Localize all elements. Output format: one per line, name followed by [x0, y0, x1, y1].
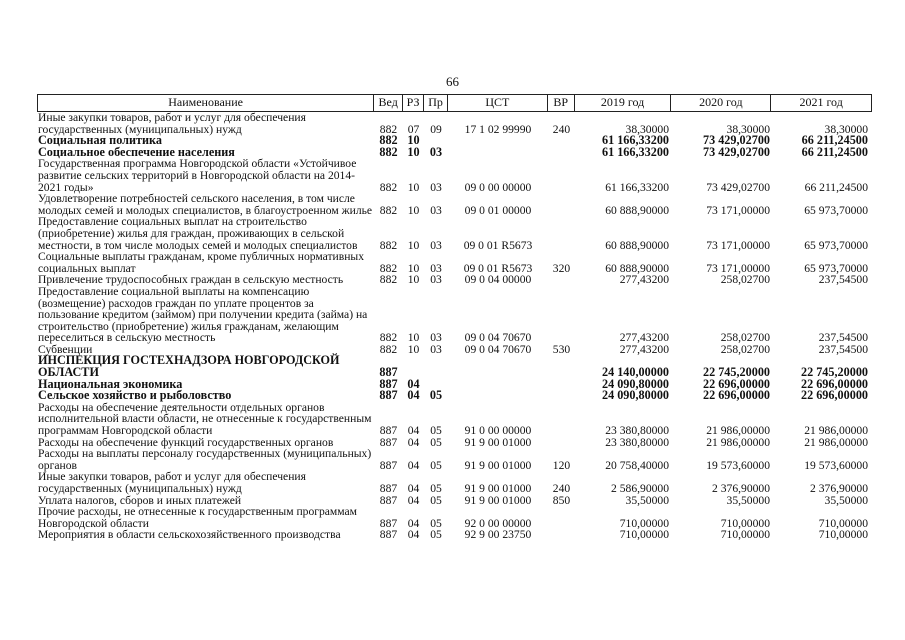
- row-2021: 66 211,24500: [801, 144, 868, 159]
- row-vr: 240: [552, 122, 571, 136]
- row-2019: 24 140,00000: [601, 365, 669, 380]
- row-pr: 05: [430, 482, 442, 495]
- row-cst: 91 9 00 01000: [464, 458, 532, 472]
- table-row: [37, 529, 872, 541]
- row-pr: 03: [430, 342, 442, 356]
- row-2019: 61 166,33200: [601, 133, 669, 148]
- row-cst: 09 0 04 70670: [464, 331, 532, 345]
- row-ved: 882: [379, 122, 398, 136]
- row-2021: 237,54500: [818, 331, 868, 345]
- row-2020: 73 171,00000: [706, 203, 770, 217]
- row-rz: 04: [407, 458, 420, 472]
- row-2019: 2 586,90000: [611, 482, 669, 495]
- row-pr: 09: [430, 122, 442, 136]
- row-name: Предоставление социальной выплаты на компенсацию (возмещение) расходов граждан по уплате процентов за пользование кредитом (займом) при получении кредита (займа) на строительство (приобретение) жилья гражданам, желающим переселиться в сельскую местность: [38, 284, 368, 345]
- row-2020: 22 696,00000: [702, 376, 770, 391]
- row-ved: 882: [379, 133, 398, 148]
- row-ved: 882: [379, 238, 398, 252]
- row-rz: 07: [407, 122, 420, 136]
- row-2019: 710,00000: [619, 516, 669, 530]
- row-rz: 10: [407, 261, 420, 275]
- header-ved: Вед: [374, 95, 403, 111]
- row-cst: 91 9 00 01000: [464, 493, 532, 507]
- row-2021: 710,00000: [818, 528, 868, 542]
- row-2020: 19 573,60000: [706, 458, 770, 472]
- header-vr: ВР: [548, 95, 575, 111]
- row-rz: 04: [407, 528, 420, 542]
- row-2019: 61 166,33200: [605, 180, 669, 194]
- table-header: [37, 94, 872, 112]
- row-2021: 21 986,00000: [804, 435, 868, 449]
- row-cst: 91 9 00 01000: [464, 482, 532, 495]
- row-cst: 09 0 01 00000: [464, 203, 532, 217]
- row-pr: 03: [430, 180, 442, 194]
- row-2021: 66 211,24500: [804, 180, 868, 194]
- row-rz: 04: [407, 482, 420, 495]
- row-ved: 882: [379, 331, 398, 345]
- row-2019: 277,43200: [619, 273, 669, 287]
- header-2019: 2019 год: [575, 95, 672, 111]
- row-vr: 530: [552, 342, 571, 356]
- table-row: [37, 506, 872, 529]
- row-2019: 60 888,90000: [605, 203, 669, 217]
- header-name: Наименование: [38, 95, 374, 111]
- row-rz: 04: [407, 376, 420, 391]
- row-2021: 237,54500: [818, 342, 868, 356]
- row-pr: 05: [430, 424, 442, 438]
- row-2021: 19 573,60000: [804, 458, 868, 472]
- row-pr: 05: [429, 388, 443, 403]
- row-2019: 23 380,80000: [605, 435, 669, 449]
- table-row: [37, 193, 872, 216]
- row-cst: 17 1 02 99990: [464, 122, 532, 136]
- row-ved: 882: [379, 180, 398, 194]
- row-2020: 710,00000: [720, 516, 770, 530]
- row-rz: 04: [407, 424, 420, 438]
- row-name: Расходы на обеспечение деятельности отдельных органов исполнительной власти области, не отнесенные к государственным программам Новгородской области: [38, 400, 372, 438]
- row-cst: 09 0 00 00000: [464, 180, 532, 194]
- row-name: Уплата налогов, сборов и иных платежей: [38, 493, 242, 507]
- header-2020: 2020 год: [671, 95, 771, 111]
- row-pr: 05: [430, 458, 442, 472]
- row-name: Предоставление социальных выплат на строительство (приобретение) жилья для граждан, проживающих в сельской местности, в том числе молодых семей и молодых специалистов: [38, 215, 358, 252]
- row-ved: 887: [379, 528, 398, 542]
- row-vr: 240: [552, 482, 571, 495]
- row-2019: 38,30000: [625, 122, 669, 136]
- row-2020: 73 429,02700: [702, 133, 770, 148]
- row-2020: 22 696,00000: [702, 388, 770, 403]
- row-ved: 887: [379, 424, 398, 438]
- row-rz: 10: [407, 180, 420, 194]
- row-2019: 24 090,80000: [601, 376, 669, 391]
- row-rz: 10: [407, 203, 420, 217]
- row-2021: 65 973,70000: [804, 238, 868, 252]
- row-2020: 73 171,00000: [706, 238, 770, 252]
- row-cst: 92 0 00 00000: [464, 516, 532, 530]
- row-ved: 887: [379, 482, 398, 495]
- row-ved: 882: [379, 144, 398, 159]
- table-row: [37, 402, 872, 437]
- row-2020: 73 429,02700: [706, 180, 770, 194]
- row-name: Прочие расходы, не отнесенные к государственным программам Новгородской области: [38, 505, 358, 530]
- row-rz: 04: [407, 435, 420, 449]
- row-2020: 710,00000: [720, 528, 770, 542]
- table-row: [37, 355, 872, 378]
- row-2021: 237,54500: [818, 273, 868, 287]
- row-2020: 73 171,00000: [706, 261, 770, 275]
- header-rz: РЗ: [403, 95, 424, 111]
- row-name: Государственная программа Новгородской области «Устойчивое развитие сельских территорий в Новгородской области на 2014-2021 годы»: [38, 157, 357, 194]
- row-2019: 277,43200: [619, 331, 669, 345]
- row-name: Расходы на выплаты персоналу государственных (муниципальных) органов: [38, 447, 372, 472]
- row-2019: 60 888,90000: [605, 261, 669, 275]
- row-2019: 35,50000: [625, 493, 669, 507]
- row-name: Субвенции: [38, 342, 93, 356]
- row-vr: 850: [552, 493, 571, 507]
- row-ved: 887: [379, 388, 398, 403]
- row-2021: 22 696,00000: [800, 388, 868, 403]
- row-name: Расходы на обеспечение функций государственных органов: [38, 435, 334, 449]
- row-2020: 258,02700: [720, 342, 770, 356]
- row-cst: 09 0 04 00000: [464, 273, 532, 287]
- row-ved: 887: [379, 376, 398, 391]
- table-row: [37, 286, 872, 344]
- header-2021: 2021 год: [799, 95, 843, 109]
- row-2020: 258,02700: [720, 273, 770, 287]
- row-2021: 35,50000: [824, 493, 868, 507]
- row-name: Национальная экономика: [38, 376, 183, 391]
- row-pr: 03: [430, 203, 442, 217]
- row-2020: 73 429,02700: [702, 144, 770, 159]
- row-2021: 21 986,00000: [804, 424, 868, 438]
- row-ved: 882: [379, 273, 398, 287]
- row-ved: 882: [379, 203, 398, 217]
- row-pr: 03: [430, 273, 442, 287]
- row-cst: 91 9 00 01000: [464, 435, 532, 449]
- row-2021: 710,00000: [818, 516, 868, 530]
- page-number: 66: [446, 74, 459, 89]
- row-2019: 710,00000: [619, 528, 669, 542]
- row-pr: 05: [430, 516, 442, 530]
- row-pr: 03: [430, 238, 442, 252]
- row-ved: 887: [379, 516, 398, 530]
- table-row: [37, 251, 872, 274]
- row-2021: 66 211,24500: [801, 133, 868, 148]
- row-rz: 10: [407, 133, 420, 148]
- row-vr: 120: [552, 458, 571, 472]
- header-cst: ЦСТ: [448, 95, 548, 111]
- row-name: Социальные выплаты гражданам, кроме публичных нормативных социальных выплат: [38, 250, 365, 275]
- row-rz: 10: [407, 238, 420, 252]
- row-2020: 35,50000: [726, 493, 770, 507]
- row-ved: 882: [379, 342, 398, 356]
- row-ved: 882: [379, 261, 398, 275]
- row-2021: 2 376,90000: [810, 482, 868, 495]
- row-cst: 09 0 01 R5673: [463, 261, 533, 275]
- row-rz: 10: [407, 342, 420, 356]
- row-cst: 09 0 04 70670: [464, 342, 532, 356]
- row-ved: 887: [379, 493, 398, 507]
- row-rz: 10: [407, 144, 420, 159]
- row-2020: 2 376,90000: [712, 482, 770, 495]
- table-row: [37, 216, 872, 251]
- row-2019: 277,43200: [619, 342, 669, 356]
- table-row: [37, 112, 872, 135]
- row-vr: 320: [552, 261, 571, 275]
- row-pr: 03: [430, 331, 442, 345]
- row-2019: 23 380,80000: [605, 424, 669, 438]
- row-name: Удовлетворение потребностей сельского населения, в том числе молодых семей и молодых специалистов, в благоустроенном жилье: [38, 192, 373, 217]
- row-2021: 38,30000: [824, 122, 868, 136]
- row-name: Сельское хозяйство и рыболовство: [38, 388, 232, 403]
- row-pr: 05: [430, 435, 442, 449]
- row-pr: 03: [430, 261, 442, 275]
- table-row: [37, 471, 872, 494]
- row-rz: 10: [407, 331, 420, 345]
- row-2019: 20 758,40000: [605, 458, 669, 472]
- row-name: ИНСПЕКЦИЯ ГОСТЕХНАДЗОРА НОВГОРОДСКОЙ ОБЛАСТИ: [38, 353, 340, 380]
- row-rz: 10: [407, 273, 420, 287]
- table-body: [37, 112, 872, 541]
- budget-table: [37, 94, 872, 541]
- row-ved: 887: [379, 458, 398, 472]
- row-name: Иные закупки товаров, работ и услуг для обеспечения государственных (муниципальных) нужд: [38, 111, 306, 136]
- row-2020: 38,30000: [726, 122, 770, 136]
- row-2019: 61 166,33200: [601, 144, 669, 159]
- table-row: [37, 448, 872, 471]
- row-ved: 887: [379, 435, 398, 449]
- row-pr: 05: [430, 528, 442, 542]
- header-pr: Пр: [424, 95, 448, 111]
- table-row: [37, 158, 872, 193]
- row-cst: 09 0 01 R5673: [463, 238, 533, 252]
- row-pr: 03: [429, 144, 443, 159]
- row-name: Иные закупки товаров, работ и услуг для обеспечения государственных (муниципальных) нужд: [38, 470, 306, 495]
- row-cst: 92 9 00 23750: [464, 528, 532, 542]
- row-rz: 04: [407, 516, 420, 530]
- row-2020: 258,02700: [720, 331, 770, 345]
- row-pr: 05: [430, 493, 442, 507]
- row-2020: 21 986,00000: [706, 424, 770, 438]
- row-2021: 65 973,70000: [804, 203, 868, 217]
- row-2021: 22 696,00000: [800, 376, 868, 391]
- row-2021: 65 973,70000: [804, 261, 868, 275]
- row-2021: 22 745,20000: [800, 365, 868, 380]
- row-2019: 24 090,80000: [601, 388, 669, 403]
- row-name: Мероприятия в области сельскохозяйственного производства: [38, 528, 341, 542]
- row-name: Привлечение трудоспособных граждан в сельскую местность: [38, 273, 344, 287]
- row-name: Социальная политика: [38, 133, 162, 148]
- row-ved: 887: [379, 365, 398, 380]
- row-2020: 21 986,00000: [706, 435, 770, 449]
- row-cst: 91 0 00 00000: [464, 424, 532, 438]
- row-name: Социальное обеспечение населения: [38, 144, 235, 159]
- row-rz: 04: [407, 493, 420, 507]
- row-2019: 60 888,90000: [605, 238, 669, 252]
- row-rz: 04: [407, 388, 420, 403]
- row-2020: 22 745,20000: [702, 365, 770, 380]
